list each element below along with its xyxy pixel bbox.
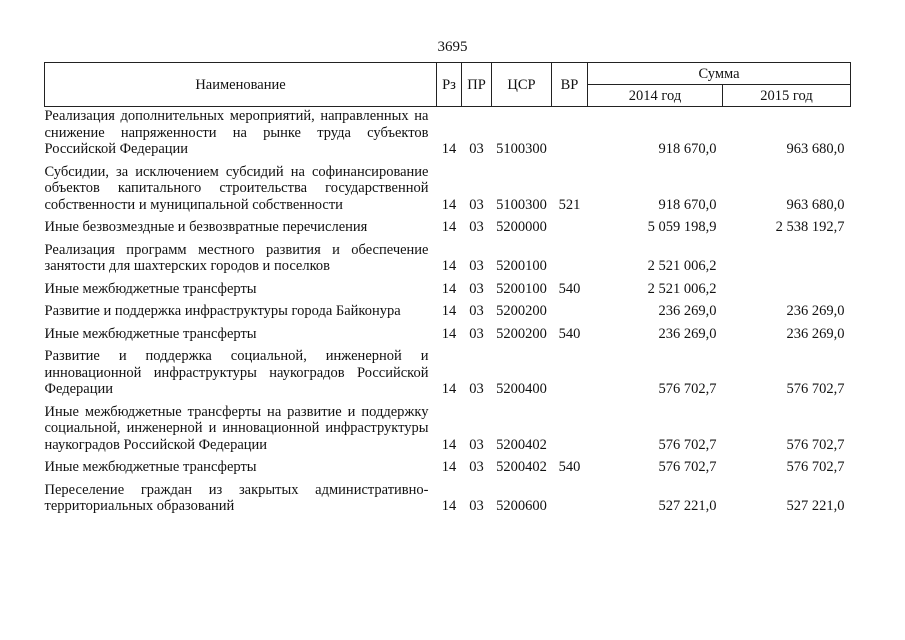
cell-rz: 14 [441, 498, 457, 514]
cell-sum-2015: 576 702,7 [786, 459, 845, 475]
cell-pr: 03 [469, 325, 484, 342]
cell-csr: 5100300 [496, 141, 547, 157]
cell-pr: 03 [469, 219, 484, 235]
cell-sum-2014: 918 670,0 [658, 196, 717, 213]
cell-sum-2015: 527 221,0 [786, 498, 845, 514]
cell-rz: 14 [441, 436, 457, 453]
cell-csr: 5200100 [496, 280, 547, 297]
cell-sum-2015: 576 702,7 [786, 381, 845, 397]
cell-sum-2014: 236 269,0 [658, 325, 717, 342]
cell-pr: 03 [469, 381, 484, 397]
cell-pr: 03 [469, 141, 484, 157]
cell-rz: 14 [441, 459, 457, 475]
cell-rz: 14 [441, 219, 457, 235]
cell-name: Иные межбюджетные трансферты [44, 280, 257, 297]
cell-name: Иные межбюджетные трансферты на развитие и поддержку социальной, инженерной и инновационной инфраструктуры наукоградов Российской Федерации [44, 403, 429, 453]
cell-name: Иные межбюджетные трансферты [44, 459, 257, 475]
cell-csr: 5200200 [496, 325, 547, 342]
cell-name: Развитие и поддержка социальной, инженерной и инновационной инфраструктуры наукоградов Российской Федерации [44, 348, 429, 397]
cell-rz: 14 [441, 303, 457, 319]
cell-sum-2015: 2 538 192,7 [775, 219, 845, 235]
cell-sum-2014: 5 059 198,9 [647, 219, 717, 235]
cell-name: Иные межбюджетные трансферты [44, 325, 257, 342]
cell-sum-2015: 963 680,0 [786, 196, 845, 213]
cell-rz: 14 [441, 325, 457, 342]
cell-rz: 14 [441, 258, 457, 274]
cell-rz: 14 [441, 280, 457, 297]
cell-sum-2015: 236 269,0 [786, 303, 845, 319]
table-row [45, 453, 851, 476]
cell-vr: 540 [558, 325, 581, 342]
cell-vr: 540 [558, 280, 581, 297]
table-row [45, 236, 851, 275]
header-year-2014: 2014 год [588, 85, 723, 107]
cell-vr [552, 342, 588, 398]
cell-rz: 14 [441, 196, 457, 213]
cell-name: Развитие и поддержка инфраструктуры города Байконура [44, 303, 401, 319]
table-row [45, 158, 851, 214]
cell-pr: 03 [469, 498, 484, 514]
header-sum: Сумма [588, 63, 851, 85]
cell-csr: 5100300 [496, 196, 547, 213]
table-row [45, 297, 851, 320]
cell-name: Иные безвозмездные и безвозвратные перечисления [44, 219, 368, 235]
header-name: Наименование [45, 63, 437, 107]
table-row [45, 320, 851, 343]
cell-name: Субсидии, за исключением субсидий на софинансирование объектов капитального строительства государственной собственности и муниципальной собственности [44, 163, 429, 213]
cell-sum-2014: 576 702,7 [658, 381, 717, 397]
cell-sum-2014: 576 702,7 [658, 436, 717, 453]
table-row [45, 107, 851, 158]
cell-csr: 5200100 [496, 258, 547, 274]
budget-table [44, 62, 851, 515]
cell-pr: 03 [469, 258, 484, 274]
table-body [45, 107, 851, 515]
cell-sum-2014: 236 269,0 [658, 303, 717, 319]
cell-pr: 03 [469, 280, 484, 297]
cell-vr [552, 213, 588, 236]
table-row [45, 398, 851, 454]
cell-name: Реализация программ местного развития и обеспечение занятости для шахтерских городов и поселков [44, 241, 429, 274]
cell-vr [552, 398, 588, 454]
cell-csr: 5200600 [496, 498, 547, 514]
table-row [45, 275, 851, 298]
cell-pr: 03 [469, 459, 484, 475]
cell-pr: 03 [469, 196, 484, 213]
cell-vr [552, 107, 588, 158]
cell-sum-2015: 236 269,0 [786, 325, 845, 342]
cell-sum-2015 [723, 275, 851, 298]
cell-sum-2015: 576 702,7 [786, 436, 845, 453]
table-header [45, 63, 851, 107]
cell-sum-2015 [723, 236, 851, 275]
cell-csr: 5200000 [496, 219, 547, 235]
table-row [45, 476, 851, 515]
cell-name: Реализация дополнительных мероприятий, направленных на снижение напряженности на рынке труда субъектов Российской Федерации [44, 108, 429, 157]
cell-sum-2015: 963 680,0 [786, 141, 845, 157]
cell-name: Переселение граждан из закрытых административно-территориальных образований [44, 481, 429, 514]
cell-vr: 521 [558, 196, 581, 213]
cell-sum-2014: 2 521 006,2 [647, 280, 717, 297]
cell-pr: 03 [469, 303, 484, 319]
header-vr: ВР [552, 63, 588, 107]
table-row [45, 342, 851, 398]
cell-vr [552, 297, 588, 320]
header-pr: ПР [462, 63, 492, 107]
cell-sum-2014: 576 702,7 [658, 459, 717, 475]
cell-pr: 03 [469, 436, 484, 453]
cell-csr: 5200402 [496, 459, 547, 475]
cell-vr [552, 476, 588, 515]
cell-vr [552, 236, 588, 275]
page-number: 3695 [437, 39, 468, 55]
cell-rz: 14 [441, 141, 457, 157]
header-csr: ЦСР [492, 63, 552, 107]
cell-rz: 14 [441, 381, 457, 397]
cell-csr: 5200402 [496, 436, 547, 453]
cell-sum-2014: 918 670,0 [658, 141, 717, 157]
cell-vr: 540 [558, 459, 581, 475]
header-year-2015: 2015 год [723, 85, 851, 107]
header-rz: Рз [437, 63, 462, 107]
cell-sum-2014: 2 521 006,2 [647, 258, 717, 274]
table-row [45, 213, 851, 236]
cell-csr: 5200200 [496, 303, 547, 319]
cell-sum-2014: 527 221,0 [658, 498, 717, 514]
cell-csr: 5200400 [496, 381, 547, 397]
